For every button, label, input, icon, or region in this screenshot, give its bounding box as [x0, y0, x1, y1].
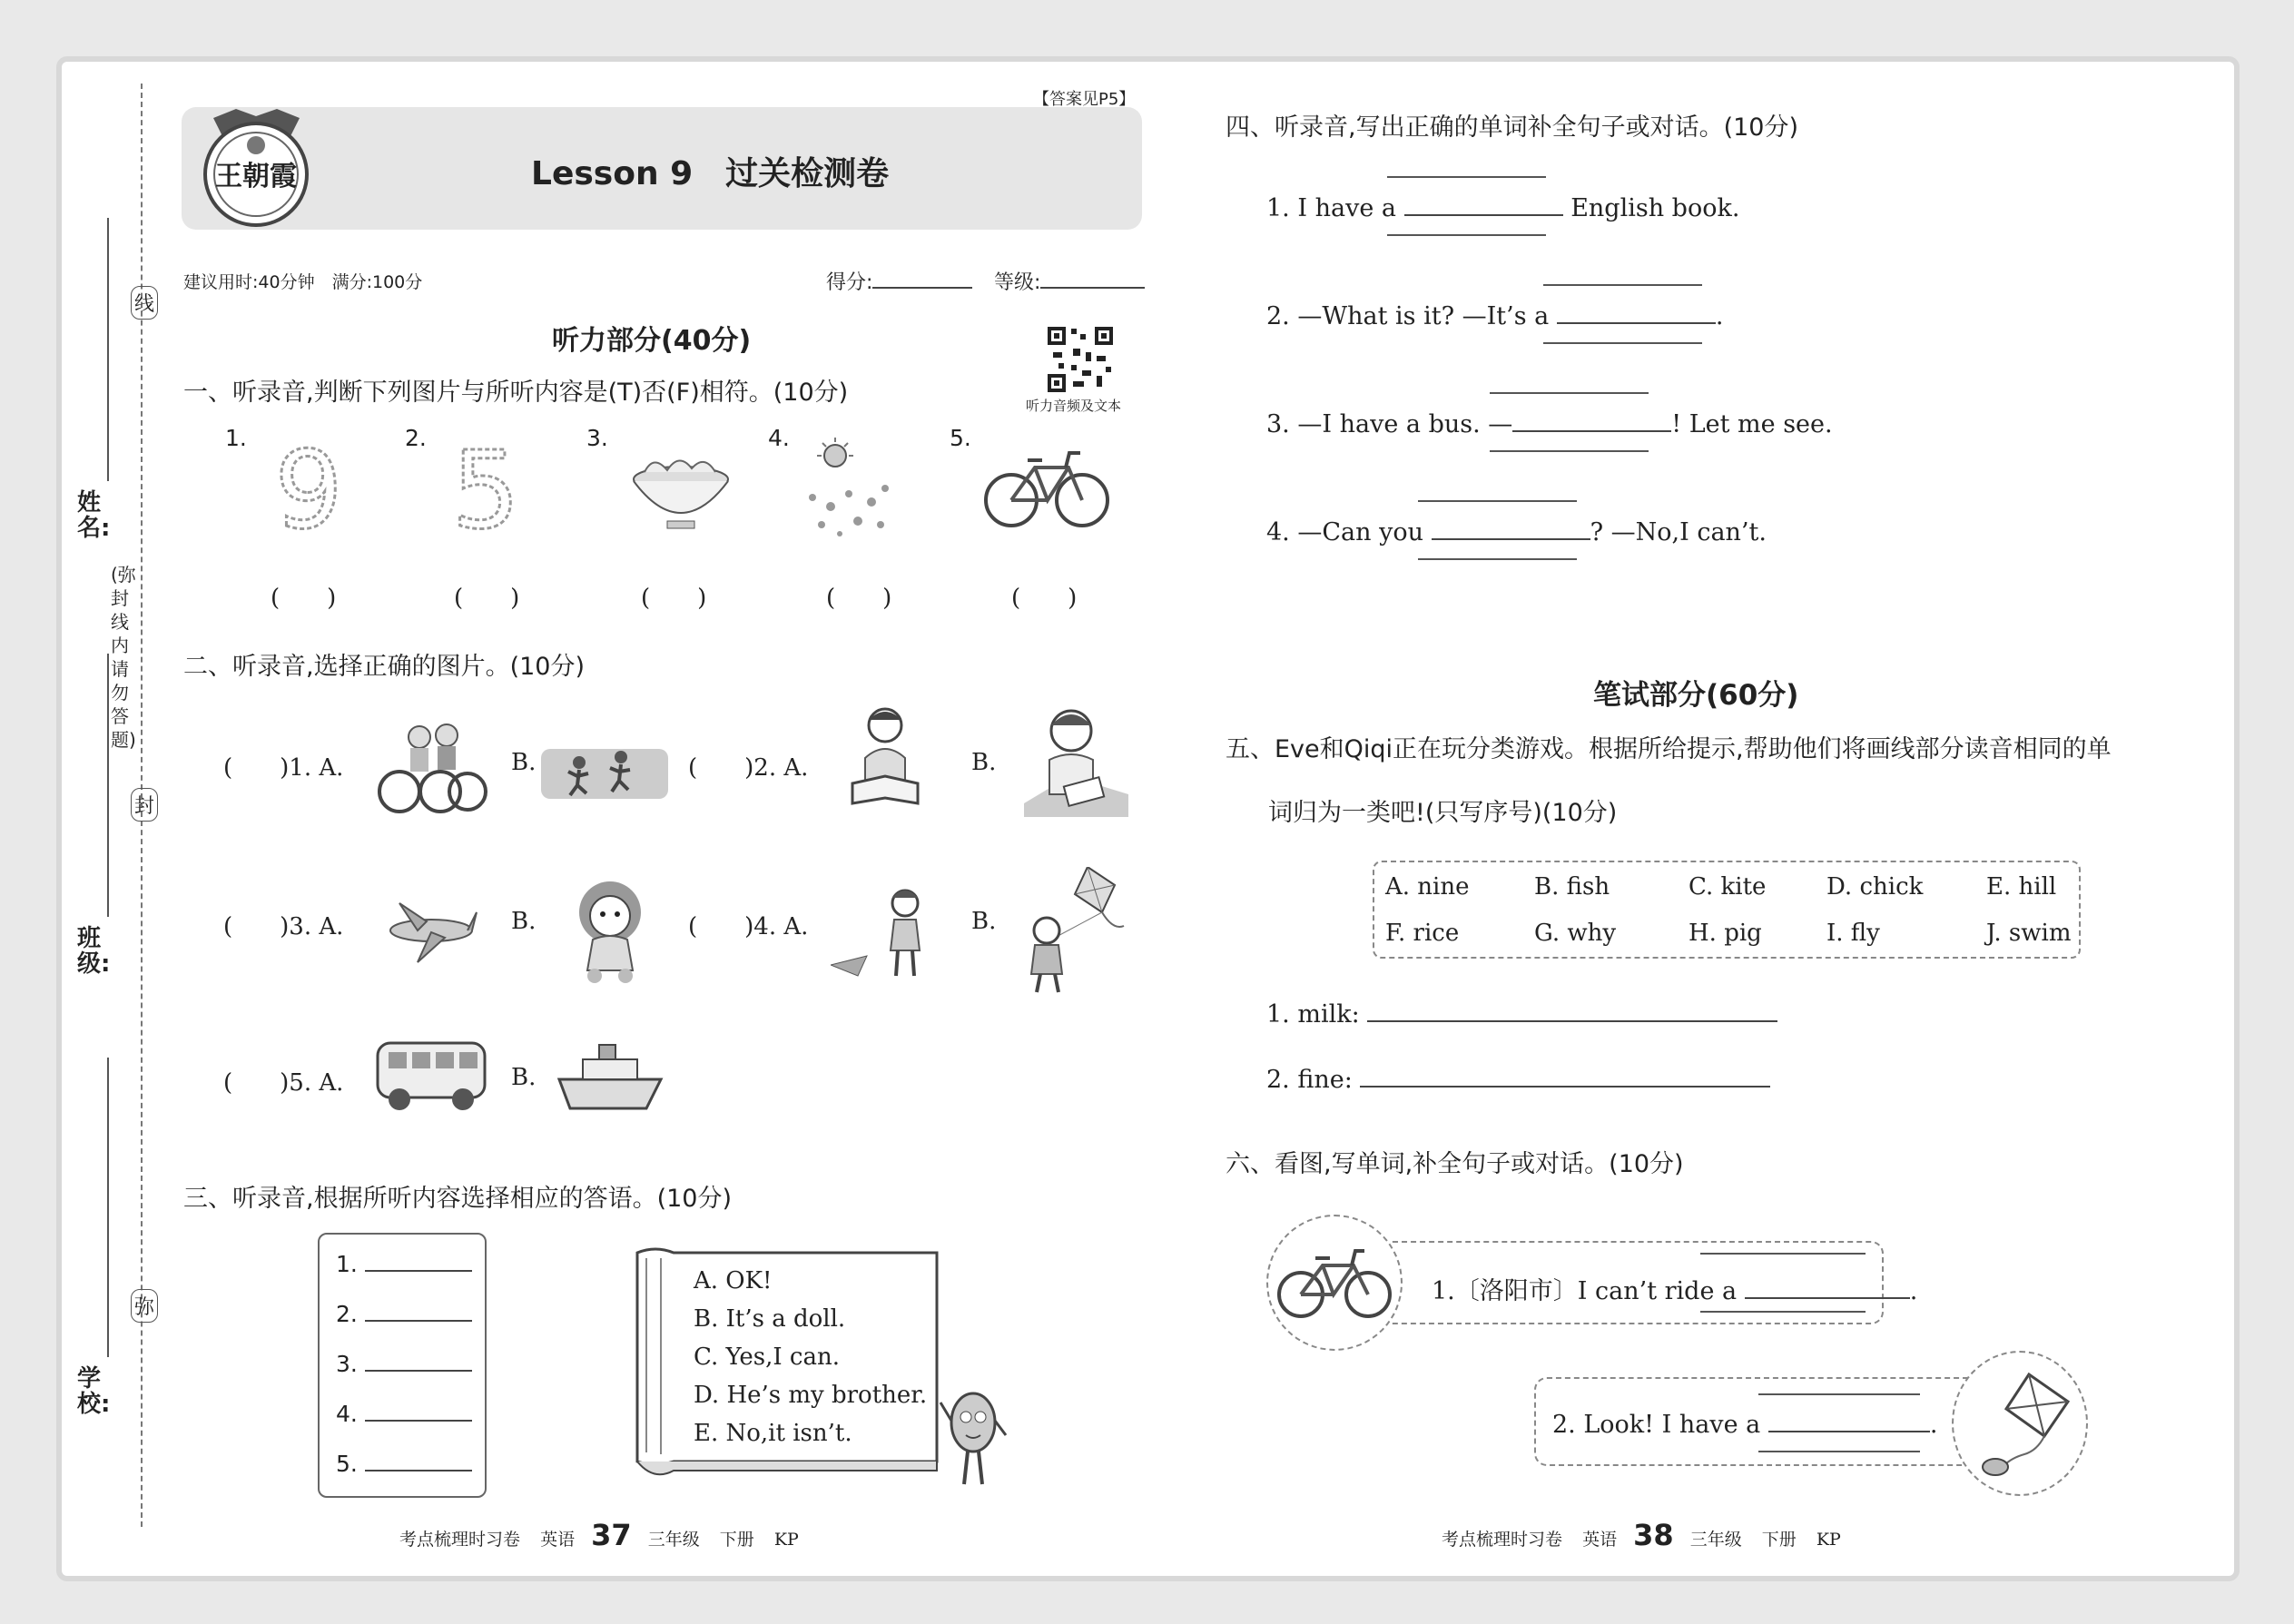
s4-q4-lower-line [1418, 558, 1577, 560]
s4-q4-upper-line [1418, 500, 1577, 502]
s3-answer-3[interactable] [336, 1351, 472, 1377]
s3-number-5: 5. [336, 1451, 358, 1477]
s4-answer-1[interactable] [1404, 214, 1563, 216]
s5-word-g: G. why [1534, 920, 1617, 947]
name-label: 姓名: [77, 489, 111, 542]
grade-label: 等级: [994, 271, 1041, 294]
score-field[interactable] [826, 267, 972, 295]
s3-number-2: 2. [336, 1301, 358, 1327]
s4-question-4: 4. —Can you ? —No,I can’t. [1266, 518, 1767, 546]
s5-word-e: E. hill [1986, 873, 2057, 901]
s1-item2-number: 2. [405, 425, 427, 451]
s2-q1-option-b-label: B. [511, 749, 537, 776]
s5-question-1: 1. milk: [1266, 1000, 1777, 1029]
s4-q3-upper-line [1490, 392, 1649, 394]
s2-q5-label[interactable]: ( )5. A. [223, 1069, 344, 1097]
s6-answer-1[interactable] [1745, 1297, 1910, 1299]
section5-title-line2: 词归为一类吧!(只写序号)(10分) [1268, 799, 1618, 827]
left-footer-term: 下册 [719, 1530, 754, 1550]
s6-question-1: 1.〔洛阳市〕I can’t ride a . [1432, 1277, 1918, 1305]
s4-question-2: 2. —What is it? —It’s a . [1266, 302, 1724, 330]
s6-q1-lower-line [1700, 1311, 1866, 1313]
class-label: 班级: [77, 925, 111, 978]
s1-item4-number: 4. [768, 425, 790, 451]
answer-reference: 【答案见P5】 [1033, 90, 1136, 109]
margin-note: (弥封线内请勿答题) [111, 564, 136, 751]
s1-item3-number: 3. [586, 425, 608, 451]
s3-option-b: B. It’s a doll. [694, 1305, 846, 1333]
s2-q2-label[interactable]: ( )2. A. [688, 754, 809, 782]
left-footer [399, 1518, 799, 1552]
class-field[interactable] [107, 654, 109, 917]
digit-five-glyph: 5 [451, 440, 520, 536]
listening-heading: 听力部分(40分) [552, 325, 752, 357]
s1-answer-3[interactable]: ( ) [641, 585, 707, 612]
section4-title: 四、听录音,写出正确的单词补全句子或对话。(10分) [1226, 113, 1799, 142]
left-page-number: 37 [591, 1518, 632, 1552]
digit-nine-glyph: 9 [274, 440, 343, 536]
s3-answer-4[interactable] [336, 1401, 472, 1427]
kite-picture [1961, 1371, 2079, 1480]
s4-q1-lower-line [1387, 234, 1546, 236]
s3-option-d: D. He’s my brother. [694, 1382, 928, 1409]
rice-bowl-picture [626, 445, 735, 536]
s5-answer-1[interactable] [1367, 1020, 1777, 1022]
section1-title: 一、听录音,判断下列图片与所听内容是(T)否(F)相符。(10分) [183, 379, 849, 407]
boy-reading-picture [840, 704, 930, 817]
section2-title: 二、听录音,选择正确的图片。(10分) [183, 653, 586, 681]
digit-five-picture [449, 440, 522, 536]
doll-picture [567, 876, 654, 985]
kids-running-picture [541, 735, 668, 803]
girl-with-plane-picture [831, 885, 935, 985]
time-note: 建议用时:40分钟 满分:100分 [183, 272, 423, 292]
s3-answer-2[interactable] [336, 1301, 472, 1327]
s5-word-c: C. kite [1689, 873, 1767, 901]
s5-word-i: I. fly [1826, 920, 1880, 947]
school-label: 学校: [77, 1365, 111, 1418]
writing-heading: 笔试部分(60分) [1593, 679, 1799, 712]
s5-question-2: 2. fine: [1266, 1066, 1770, 1094]
s6-answer-2[interactable] [1768, 1431, 1930, 1432]
s1-answer-4[interactable]: ( ) [826, 585, 892, 612]
qr-caption: 听力音频及文本 [1026, 398, 1122, 414]
left-footer-subject: 英语 [540, 1530, 576, 1550]
s1-answer-1[interactable]: ( ) [271, 585, 337, 612]
section6-title: 六、看图,写单词,补全句子或对话。(10分) [1226, 1150, 1684, 1178]
s4-question-1: 1. I have a English book. [1266, 194, 1740, 222]
s4-q2-lower-line [1543, 342, 1702, 344]
cartoon-character-picture [937, 1384, 1009, 1489]
s3-option-e: E. No,it isn’t. [694, 1420, 852, 1447]
s3-option-a: A. OK! [694, 1267, 773, 1294]
name-field[interactable] [107, 218, 109, 481]
qr-code[interactable] [1046, 325, 1115, 394]
right-page-number: 38 [1633, 1518, 1674, 1552]
s2-q2-option-b-label: B. [971, 749, 997, 776]
s4-q3-lower-line [1490, 450, 1649, 452]
s1-item1-number: 1. [225, 425, 247, 451]
page-title: Lesson 9 过关检测卷 [531, 155, 890, 192]
s2-q1-label[interactable]: ( )1. A. [223, 754, 344, 782]
school-field[interactable] [107, 1058, 109, 1357]
bus-picture [372, 1038, 490, 1115]
publisher-logo [195, 109, 318, 229]
s5-word-f: F. rice [1385, 920, 1460, 947]
s2-q3-label[interactable]: ( )3. A. [223, 913, 344, 940]
bicycle-picture-s6 [1275, 1244, 1393, 1321]
right-footer [1442, 1518, 1841, 1552]
s6-q2-lower-line [1758, 1451, 1920, 1452]
s3-number-4: 4. [336, 1401, 358, 1427]
left-footer-book: 考点梳理时习卷 [399, 1530, 521, 1550]
s5-word-j: J. swim [1986, 920, 2072, 947]
margin-mi: 弥 [131, 1289, 158, 1323]
s4-question-3: 3. —I have a bus. — ! Let me see. [1266, 410, 1833, 438]
toy-plane-picture [381, 894, 481, 967]
kids-riding-bikes-picture [372, 717, 490, 817]
s5-word-b: B. fish [1534, 873, 1610, 901]
s4-q1-upper-line [1387, 176, 1546, 178]
s3-option-c: C. Yes,I can. [694, 1343, 841, 1371]
right-footer-grade: 三年级 [1689, 1530, 1742, 1550]
margin-feng: 封 [131, 788, 158, 822]
s6-q1-upper-line [1700, 1253, 1866, 1255]
left-footer-edition: KP [773, 1530, 799, 1550]
s2-q4-option-b-label: B. [971, 908, 997, 935]
s2-q5-option-b-label: B. [511, 1064, 537, 1091]
grade-field[interactable] [994, 267, 1145, 295]
s5-word-d: D. chick [1826, 873, 1924, 901]
ship-picture [556, 1039, 665, 1112]
s6-question-2: 2. Look! I have a . [1552, 1411, 1938, 1439]
s5-word-h: H. pig [1689, 920, 1762, 947]
s3-answer-1[interactable] [336, 1251, 472, 1277]
sun-garden-picture [794, 434, 903, 543]
right-footer-edition: KP [1816, 1530, 1841, 1550]
score-label: 得分: [826, 271, 873, 294]
s1-item5-number: 5. [950, 425, 971, 451]
right-footer-subject: 英语 [1582, 1530, 1618, 1550]
right-footer-book: 考点梳理时习卷 [1442, 1530, 1563, 1550]
boy-writing-picture [1015, 704, 1128, 817]
s2-q4-label[interactable]: ( )4. A. [688, 913, 809, 940]
s3-answer-5[interactable] [336, 1451, 472, 1477]
s6-q2-upper-line [1758, 1393, 1920, 1395]
section3-title: 三、听录音,根据所听内容选择相应的答语。(10分) [183, 1185, 733, 1213]
girl-flying-kite-picture [1015, 867, 1128, 994]
s4-answer-3[interactable] [1512, 430, 1671, 432]
s3-number-3: 3. [336, 1351, 358, 1377]
s4-q2-upper-line [1543, 284, 1702, 286]
digit-nine-picture [272, 440, 345, 536]
s5-answer-2[interactable] [1360, 1086, 1770, 1088]
s1-answer-2[interactable]: ( ) [454, 585, 520, 612]
right-footer-term: 下册 [1761, 1530, 1797, 1550]
s4-answer-4[interactable] [1432, 538, 1590, 540]
margin-xian: 线 [131, 286, 158, 320]
s5-word-a: A. nine [1385, 873, 1470, 901]
logo-text: 王朝霞 [215, 161, 297, 192]
s1-answer-5[interactable]: ( ) [1011, 585, 1078, 612]
bicycle-picture-s1 [982, 440, 1111, 531]
section5-title-line1: 五、Eve和Qiqi正在玩分类游戏。根据所给提示,帮助他们将画线部分读音相同的单 [1226, 735, 2112, 763]
s4-answer-2[interactable] [1557, 322, 1716, 324]
left-footer-grade: 三年级 [647, 1530, 700, 1550]
s3-number-1: 1. [336, 1251, 358, 1277]
s2-q3-option-b-label: B. [511, 908, 537, 935]
